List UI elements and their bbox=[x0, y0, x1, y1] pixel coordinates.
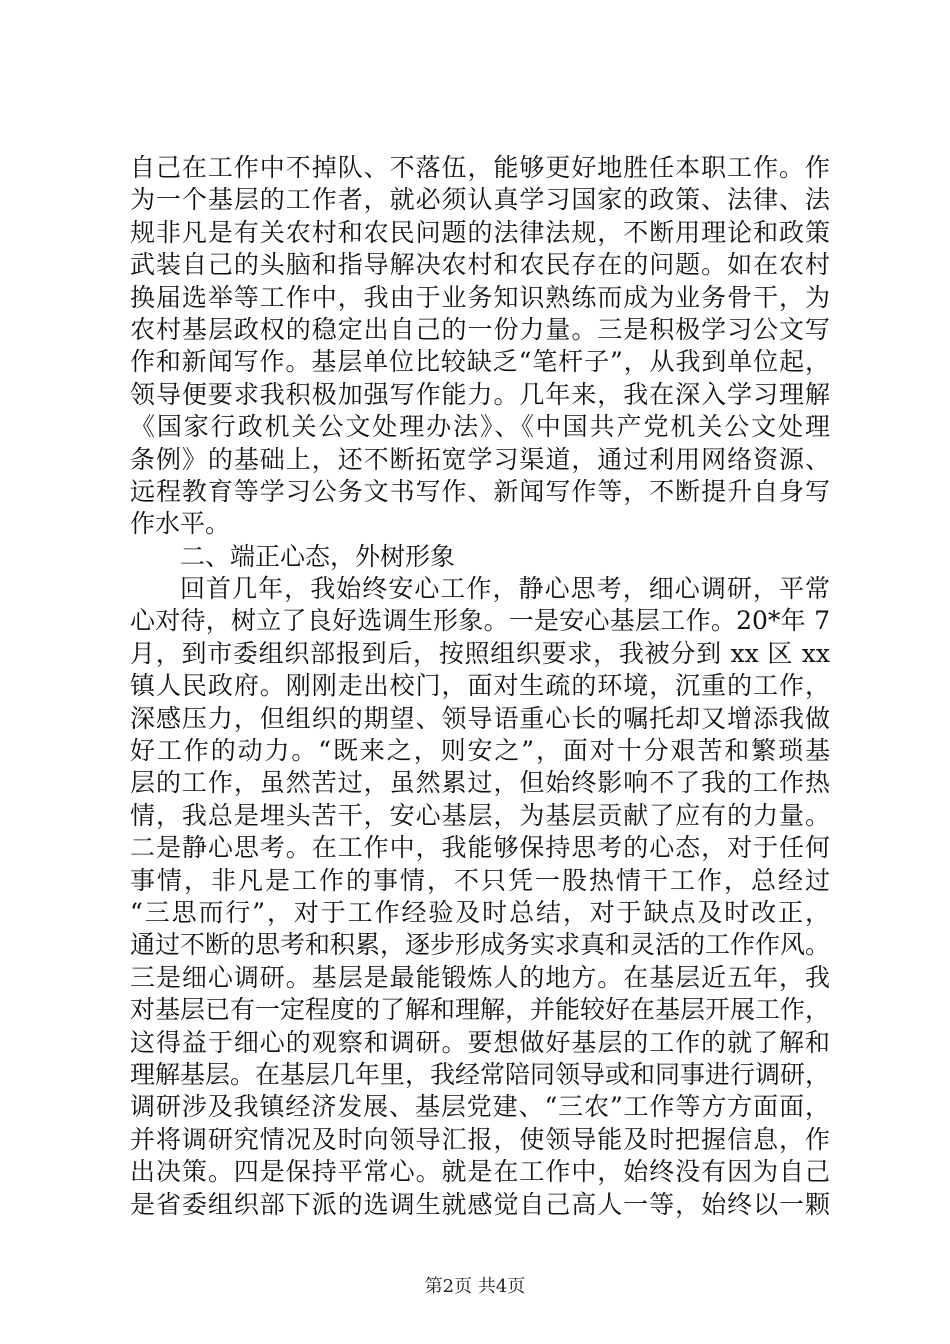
section-heading: 二、端正心态，外树形象 bbox=[180, 541, 456, 571]
text-line: 自己在工作中不掉队、不落伍，能够更好地胜任本职工作。作 bbox=[130, 153, 830, 182]
text-line: 好工作的动力。“既来之，则安之”，面对十分艰苦和繁琐基 bbox=[130, 736, 830, 766]
text-line: 作和新闻写作。基层单位比较缺乏“笔杆子”，从我到单位起， bbox=[130, 347, 830, 377]
text-line: 为一个基层的工作者，就必须认真学习国家的政策、法律、法 bbox=[130, 185, 830, 215]
text-line: 领导便要求我积极加强写作能力。几年来，我在深入学习理解 bbox=[130, 379, 830, 409]
text-line: 并将调研究情况及时向领导汇报，使领导能及时把握信息，作 bbox=[130, 1124, 830, 1154]
text-line: “三思而行”，对于工作经验及时总结，对于缺点及时改正， bbox=[130, 897, 830, 927]
text-line: 通过不断的思考和积累，逐步形成务实求真和灵活的工作作风。 bbox=[130, 930, 831, 960]
text-line: 回首几年，我始终安心工作，静心思考，细心调研，平常 bbox=[180, 574, 830, 604]
text-line: 情，我总是埋头苦干，安心基层，为基层贡献了应有的力量。 bbox=[130, 800, 830, 830]
text-line: 武装自己的头脑和指导解决农村和农民存在的问题。如在农村 bbox=[130, 250, 830, 280]
text-line: 农村基层政权的稳定出自己的一份力量。三是积极学习公文写 bbox=[130, 314, 830, 344]
text-line: 事情，非凡是工作的事情，不只凭一股热情干工作，总经过 bbox=[130, 865, 830, 895]
text-line: 换届选举等工作中，我由于业务知识熟练而成为业务骨干，为 bbox=[130, 282, 830, 312]
page-number-footer: 第2页 共4页 bbox=[424, 1276, 526, 1297]
text-line: 深感压力，但组织的期望、领导语重心长的嘱托却又增添我做 bbox=[130, 703, 830, 733]
text-line: 出决策。四是保持平常心。就是在工作中，始终没有因为自己 bbox=[130, 1157, 830, 1187]
text-line: 心对待，树立了良好选调生形象。一是安心基层工作。20*年 7 bbox=[130, 606, 830, 636]
text-line: 层的工作，虽然苦过，虽然累过，但始终影响不了我的工作热 bbox=[130, 768, 830, 798]
text-line: 二是静心思考。在工作中，我能够保持思考的心态，对于任何 bbox=[130, 833, 830, 863]
text-line: 作水平。 bbox=[130, 509, 231, 539]
text-line: 条例》的基础上，还不断拓宽学习渠道，通过利用网络资源、 bbox=[130, 444, 830, 474]
text-line: 镇人民政府。刚刚走出校门，面对生疏的环境，沉重的工作， bbox=[130, 671, 830, 701]
text-line: 三是细心调研。基层是最能锻炼人的地方。在基层近五年，我 bbox=[130, 962, 830, 992]
text-line: 对基层已有一定程度的了解和理解，并能较好在基层开展工作， bbox=[130, 995, 831, 1025]
text-line: 月，到市委组织部报到后，按照组织要求，我被分到 xx 区 xx bbox=[130, 638, 830, 668]
document-body bbox=[130, 152, 830, 1221]
text-line: 《国家行政机关公文处理办法》、《中国共产党机关公文处理 bbox=[130, 412, 830, 442]
text-line: 是省委组织部下派的选调生就感觉自己高人一等，始终以一颗 bbox=[130, 1189, 830, 1219]
text-line: 理解基层。在基层几年里，我经常陪同领导或和同事进行调研， bbox=[130, 1059, 831, 1089]
text-line: 调研涉及我镇经济发展、基层党建、“三农”工作等方方面面， bbox=[130, 1092, 830, 1122]
text-line: 规非凡是有关农村和农民问题的法律法规，不断用理论和政策 bbox=[130, 217, 830, 247]
text-line: 这得益于细心的观察和调研。要想做好基层的工作的就了解和 bbox=[130, 1027, 830, 1057]
text-line: 远程教育等学习公务文书写作、新闻写作等，不断提升自身写 bbox=[130, 476, 830, 506]
